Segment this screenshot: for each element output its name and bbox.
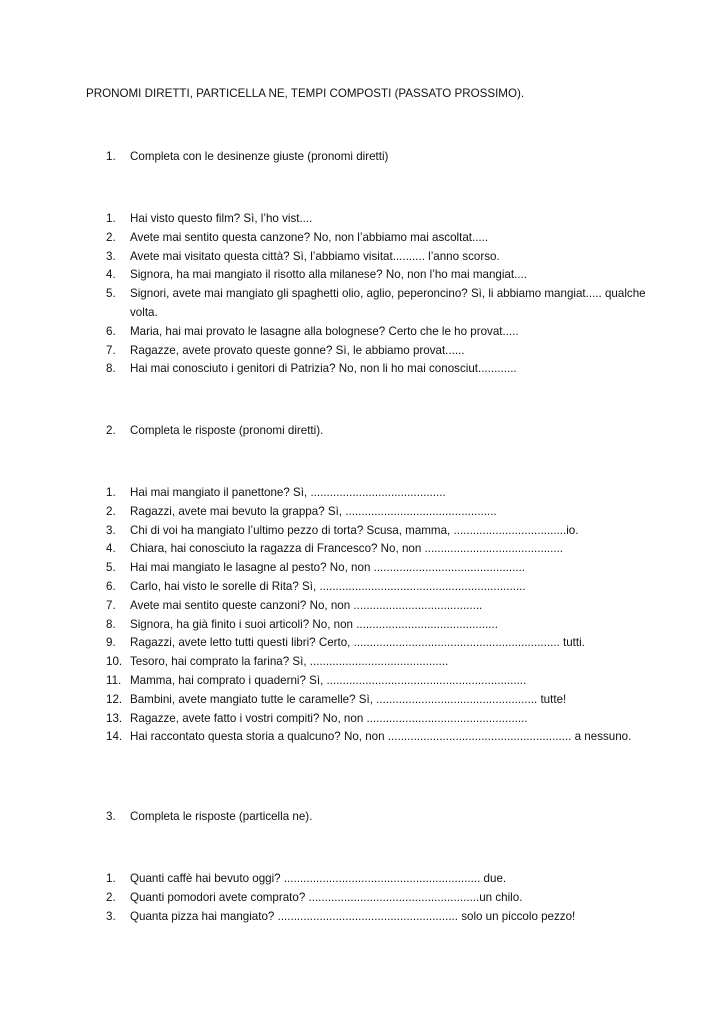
item-text: Hai mai mangiato le lasagne al pesto? No, non ............................................... xyxy=(130,561,526,575)
list-item xyxy=(106,578,646,597)
item-number: 4. xyxy=(106,542,116,556)
section-1-list xyxy=(106,210,646,379)
item-number: 13. xyxy=(106,711,123,725)
item-number: 7. xyxy=(106,598,116,612)
item-text: Hai visto questo film? Sì, l’ho vist.... xyxy=(130,212,313,225)
item-number: 4. xyxy=(106,268,116,282)
item-text: Quanta pizza hai mangiato? ........................................................ solo un piccolo pezzo! xyxy=(130,909,576,923)
item-text: Signori, avete mai mangiato gli spaghetti olio, aglio, peperoncino? Sì, li abbiamo mangiat..... qualche volta. xyxy=(130,287,646,319)
list-item xyxy=(106,360,646,379)
item-number: 2. xyxy=(106,890,116,904)
list-item xyxy=(106,728,646,747)
list-item xyxy=(106,266,646,285)
item-text: Mamma, hai comprato i quaderni? Sì, .............................................................. xyxy=(130,673,527,687)
list-item xyxy=(106,522,646,541)
list-item xyxy=(106,597,646,616)
item-text: Signora, ha già finito i suoi articoli? No, non ............................................ xyxy=(130,617,498,631)
item-number: 3. xyxy=(106,909,116,923)
list-item xyxy=(106,672,646,691)
item-text: Chiara, hai conosciuto la ragazza di Francesco? No, non ........................................... xyxy=(130,542,564,556)
item-number: 1. xyxy=(106,486,116,499)
list-item xyxy=(106,210,646,229)
item-text: Ragazze, avete fatto i vostri compiti? No, non .................................................. xyxy=(130,711,528,725)
item-number: 12. xyxy=(106,692,123,706)
item-text: Hai mai conosciuto i genitori di Patrizia? No, non li ho mai conosciut............ xyxy=(130,362,517,376)
item-text: Maria, hai mai provato le lasagne alla bolognese? Certo che le ho provat..... xyxy=(130,324,519,338)
list-item xyxy=(106,889,646,908)
list-item xyxy=(106,870,646,889)
item-number: 5. xyxy=(106,287,116,301)
item-text: Carlo, hai visto le sorelle di Rita? Sì, ................................................................ xyxy=(130,579,526,593)
item-text: Avete mai visitato questa città? Sì, l’abbiamo visitat.......... l’anno scorso. xyxy=(130,249,500,263)
item-text: Quanti caffè hai bevuto oggi? ............................................................. due. xyxy=(130,872,507,885)
item-text: Chi di voi ha mangiato l’ultimo pezzo di torta? Scusa, mamma, ...................................io. xyxy=(130,523,579,537)
item-number: 14. xyxy=(106,730,123,744)
item-number: 3. xyxy=(106,249,116,263)
list-item xyxy=(106,691,646,710)
list-item xyxy=(106,634,646,653)
item-number: 2. xyxy=(106,504,116,518)
item-number: 6. xyxy=(106,579,116,593)
section-number: 1. xyxy=(106,150,116,163)
list-item xyxy=(106,285,646,323)
section-number: 2. xyxy=(106,424,116,437)
item-number: 1. xyxy=(106,212,116,225)
list-item xyxy=(106,540,646,559)
item-text: Ragazzi, avete mai bevuto la grappa? Sì, ............................................... xyxy=(130,504,497,518)
item-number: 1. xyxy=(106,872,116,885)
item-text: Tesoro, hai comprato la farina? Sì, ........................................... xyxy=(130,655,449,669)
item-text: Avete mai sentito queste canzoni? No, non ........................................ xyxy=(130,598,483,612)
list-item xyxy=(106,616,646,635)
item-text: Ragazzi, avete letto tutti questi libri? Certo, ................................................................ tutti. xyxy=(130,636,585,650)
item-number: 8. xyxy=(106,617,116,631)
item-text: Hai raccontato questa storia a qualcuno? No, non ......................................................... a nessuno. xyxy=(130,730,632,744)
page-title: PRONOMI DIRETTI, PARTICELLA NE, TEMPI COMPOSTI (PASSATO PROSSIMO). xyxy=(86,87,525,100)
list-item xyxy=(106,503,646,522)
section-title: Completa le risposte (particella ne). xyxy=(130,810,313,823)
item-number: 9. xyxy=(106,636,116,650)
item-text: Quanti pomodori avete comprato? .....................................................un chilo. xyxy=(130,890,523,904)
item-number: 10. xyxy=(106,655,123,669)
item-text: Avete mai sentito questa canzone? No, non l’abbiamo mai ascoltat..... xyxy=(130,230,489,244)
list-item xyxy=(106,248,646,267)
list-item xyxy=(106,229,646,248)
list-item xyxy=(106,653,646,672)
item-number: 6. xyxy=(106,324,116,338)
section-title: Completa con le desinenze giuste (pronomi diretti) xyxy=(130,150,389,163)
item-number: 3. xyxy=(106,523,116,537)
item-text: Signora, ha mai mangiato il risotto alla milanese? No, non l’ho mai mangiat.... xyxy=(130,268,527,282)
section-title: Completa le risposte (pronomi diretti). xyxy=(130,424,324,437)
list-item xyxy=(106,908,646,927)
item-text: Bambini, avete mangiato tutte le caramelle? Sì, .................................................. tutte! xyxy=(130,692,567,706)
section-number: 3. xyxy=(106,810,116,823)
item-text: Ragazze, avete provato queste gonne? Sì, le abbiamo provat...... xyxy=(130,343,465,357)
item-number: 8. xyxy=(106,362,116,376)
item-number: 11. xyxy=(106,673,122,687)
item-number: 2. xyxy=(106,230,116,244)
list-item xyxy=(106,710,646,729)
list-item xyxy=(106,484,646,503)
item-text: Hai mai mangiato il panettone? Sì, .......................................... xyxy=(130,486,446,499)
section-2-list xyxy=(106,484,646,747)
list-item xyxy=(106,323,646,342)
item-number: 5. xyxy=(106,561,116,575)
list-item xyxy=(106,559,646,578)
list-item xyxy=(106,342,646,361)
item-number: 7. xyxy=(106,343,116,357)
section-3-list xyxy=(106,870,646,926)
